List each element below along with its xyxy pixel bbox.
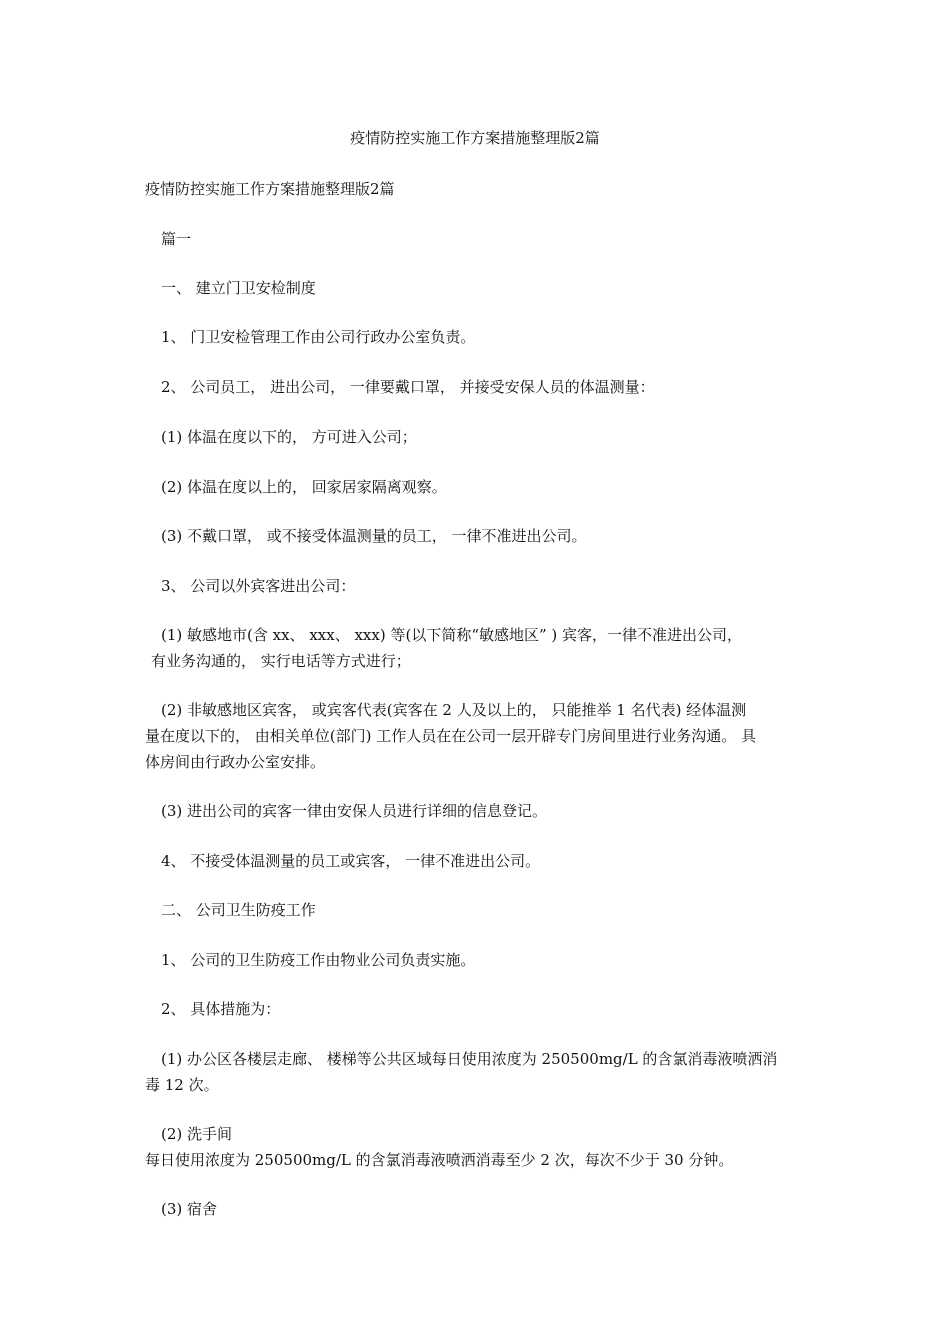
list-item: (2) 洗手间 <box>161 1125 233 1143</box>
list-item-continuation: 有业务沟通的， 实行电话等方式进行； <box>151 652 411 670</box>
list-item-continuation: 体房间由行政办公室安排。 <box>145 753 326 771</box>
list-item: (2) 体温在度以上的， 回家居家隔离观察。 <box>161 478 447 496</box>
part-heading: 篇一 <box>161 230 192 248</box>
paragraph: 3、 公司以外宾客进出公司： <box>161 577 356 595</box>
list-item: (3) 进出公司的宾客一律由安保人员进行详细的信息登记。 <box>161 802 548 820</box>
section-heading-2: 二、 公司卫生防疫工作 <box>161 901 316 919</box>
list-item: (3) 不戴口罩， 或不接受体温测量的员工， 一律不准进出公司。 <box>161 527 587 545</box>
document-subtitle: 疫情防控实施工作方案措施整理版2篇 <box>145 180 395 198</box>
list-item: (1) 办公区各楼层走廊、 楼梯等公共区域每日使用浓度为 250500mg/L 的含氯消毒液喷洒消 <box>161 1050 778 1068</box>
paragraph: 4、 不接受体温测量的员工或宾客， 一律不准进出公司。 <box>161 852 541 870</box>
paragraph: 2、 具体措施为： <box>161 1000 281 1018</box>
list-item: (1) 敏感地市(含 xx、 xxx、 xxx) 等(以下简称“敏感地区” ) 宾客，一律不准进出公司， <box>161 626 743 644</box>
document-title: 疫情防控实施工作方案措施整理版2篇 <box>350 129 600 147</box>
paragraph: 2、 公司员工， 进出公司， 一律要戴口罩， 并接受安保人员的体温测量： <box>161 378 655 396</box>
section-heading-1: 一、 建立门卫安检制度 <box>161 279 316 297</box>
paragraph: 1、 门卫安检管理工作由公司行政办公室负责。 <box>161 328 476 346</box>
paragraph: 1、 公司的卫生防疫工作由物业公司负责实施。 <box>161 951 476 969</box>
list-item: (3) 宿舍 <box>161 1200 218 1218</box>
list-item-continuation: 毒 12 次。 <box>145 1076 219 1094</box>
list-item-continuation: 量在度以下的， 由相关单位(部门) 工作人员在在公司一层开辟专门房间里进行业务沟通。 具 <box>145 727 757 745</box>
list-item: (1) 体温在度以下的， 方可进入公司； <box>161 428 417 446</box>
list-item-continuation: 每日使用浓度为 250500mg/L 的含氯消毒液喷洒消毒至少 2 次，每次不少于 30 分钟。 <box>145 1151 734 1169</box>
list-item: (2) 非敏感地区宾客， 或宾客代表(宾客在 2 人及以上的， 只能推举 1 名代表) 经体温测 <box>161 701 747 719</box>
